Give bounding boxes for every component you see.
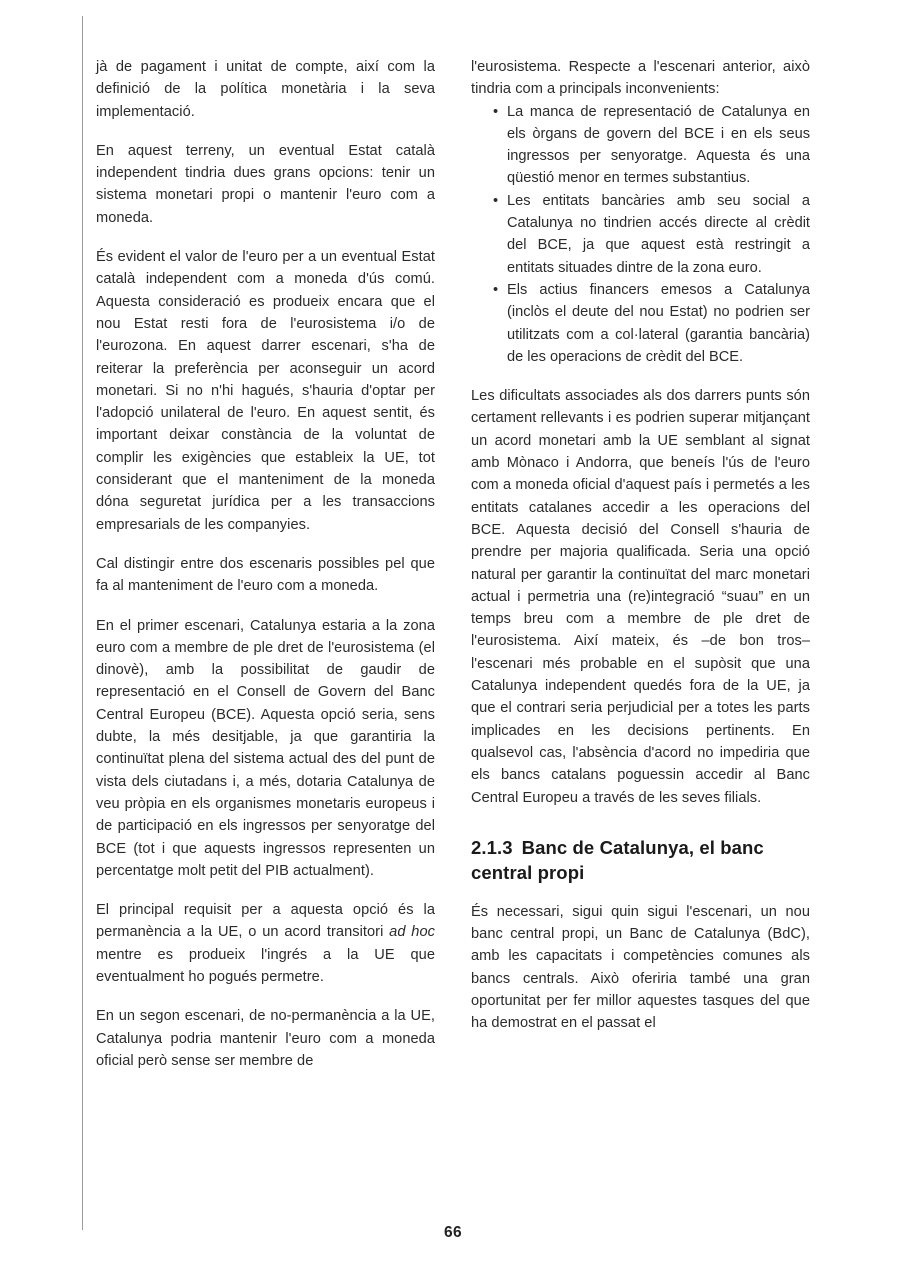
paragraph: jà de pagament i unitat de compte, així com la definició de la política monetària i la seva implementació. bbox=[96, 59, 435, 120]
paragraph: És necessari, sigui quin sigui l'escenari, un nou banc central propi, un Banc de Catalunya (BdC), amb les capacitats i competències comunes als bancs centrals. Això oferiria també una gran oportunitat per fer millor aquestes tasques del que ha demostrat en el passat el bbox=[471, 903, 810, 1032]
section-heading bbox=[471, 835, 810, 885]
left-column bbox=[96, 56, 435, 1166]
right-column bbox=[471, 56, 810, 1166]
paragraph-with-italic-term bbox=[96, 899, 435, 988]
paragraph-text-after: mentre es produeix l'ingrés a la UE que eventualment ho pogués permetre. bbox=[96, 946, 435, 985]
paragraph: Les dificultats associades als dos darrers punts són certament rellevants i es podrien superar mitjançant un acord monetari amb la UE semblant al signat amb Mònaco i Andorra, que beneís l'ús de l'euro com a moneda oficial d'aquest país i permetés a les entitats catalanes accedir a les operacions del BCE. Aquesta decisió del Consell s'hauria de prendre per majoria qualificada. Seria una opció natural per garantir la continuïtat del marc monetari actual i permetria una (re)integració “suau” en un temps breu com a membre de ple dret de l'eurosistema. Així mateix, és –de bon tros– l'escenari més probable en el supòsit que una Catalunya independent quedés fora de la UE, ja que el contrari seria perjudicial per a totes les parts implicades en les decisions pertinents. En qualsevol cas, l'absència d'acord no impediria que els bancs catalans poguessin accedir al Banc Central Europeu a través de les seves filials. bbox=[471, 388, 810, 806]
list-item: • Les entitats bancàries amb seu social a Catalunya no tindrien accés directe al crèdit del BCE, ja que aquest està restringit a entitats situades dintre de la zona euro. bbox=[493, 190, 810, 279]
section-number: 2.1.3 bbox=[471, 836, 513, 858]
two-column-body bbox=[96, 56, 810, 1166]
list-item: • La manca de representació de Catalunya en els òrgans de govern del BCE i en els seus ingressos per senyoratge. Aquesta és una qüestió menor en termes substantius. bbox=[493, 101, 810, 190]
page-number: 66 bbox=[443, 1224, 463, 1241]
paragraph: És evident el valor de l'euro per a un eventual Estat català independent com a moneda d'ús comú. Aquesta consideració es produeix encara que el nou Estat resti fora de l'eurosistema i/o de l'eurozona. En aquest darrer escenari, s'ha de reiterar la preferència per aconseguir un acord monetari. Si no n'hi hagués, s'hauria d'optar per l'adopció unilateral de l'euro. En aquest sentit, és important deixar constància de la voluntat de complir les exigències que estableix la UE, tot considerant que el manteniment de la moneda dóna seguretat jurídica per a les transaccions empresarials de les companyies. bbox=[96, 249, 435, 533]
paragraph: Cal distingir entre dos escenaris possibles pel que fa al manteniment de l'euro com a moneda. bbox=[96, 555, 435, 595]
paragraph: En un segon escenari, de no-permanència a la UE, Catalunya podria mantenir l'euro com a moneda oficial però sense ser membre de bbox=[96, 1008, 435, 1069]
paragraph: l'eurosistema. Respecte a l'escenari anterior, això tindria com a principals inconvenients: bbox=[471, 59, 810, 98]
list-item: • Els actius financers emesos a Catalunya (inclòs el deute del nou Estat) no podrien ser utilitzats com a col·lateral (garantia bancària) de les operacions de crèdit del BCE. bbox=[493, 279, 810, 368]
paragraph: En aquest terreny, un eventual Estat català independent tindria dues grans opcions: tenir un sistema monetari propi o mantenir l'euro com a moneda. bbox=[96, 142, 435, 226]
paragraph: En el primer escenari, Catalunya estaria a la zona euro com a membre de ple dret de l'eurosistema (el dinovè), amb la possibilitat de gaudir de representació en el Consell de Govern del Banc Central Europeu (BCE). Aquesta opció seria, sens dubte, la més desitjable, ja que garantiria la continuïtat plena del sistema actual des del punt de vista dels ciutadans i, a més, dotaria Catalunya de veu pròpia en els organismes monetaris europeus i de participació en els ingressos per senyoratge del BCE (tot i que aquests ingressos representen un percentatge molt petit del PIB actualment). bbox=[96, 617, 435, 879]
bullet-list bbox=[471, 101, 810, 369]
section-title: Banc de Catalunya, el banc central propi bbox=[471, 836, 764, 883]
italic-term: ad hoc bbox=[389, 924, 435, 941]
paragraph-text-before: El principal requisit per a aquesta opció és la permanència a la UE, o un acord transitori bbox=[96, 902, 435, 941]
left-margin-rule bbox=[82, 16, 83, 1230]
